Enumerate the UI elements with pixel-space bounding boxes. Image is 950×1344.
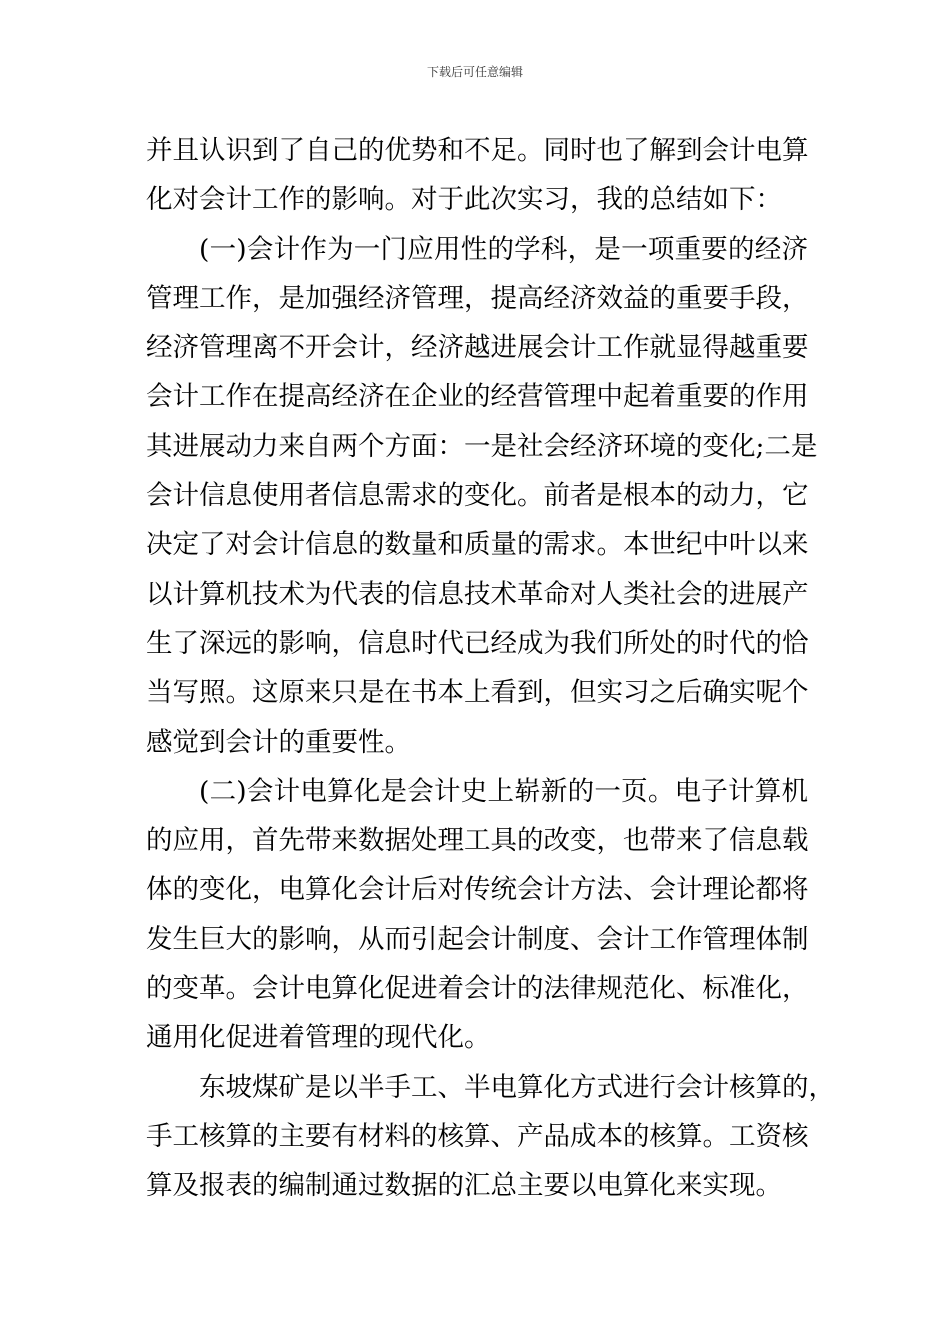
text-line: 东坡煤矿是以半手工、半电算化方式进行会计核算的， bbox=[199, 1071, 835, 1103]
text-line: 的应用，首先带来数据处理工具的改变，也带来了信息载 bbox=[146, 825, 809, 857]
text-line: 经济管理离不开会计，经济越进展会计工作就显得越重要 bbox=[146, 332, 809, 364]
text-line: 以计算机技术为代表的信息技术革命对人类社会的进展产 bbox=[146, 578, 809, 610]
text-line: 体的变化，电算化会计后对传统会计方法、会计理论都将 bbox=[146, 874, 809, 906]
text-line: (二)会计电算化是会计史上崭新的一页。电子计算机 bbox=[199, 775, 808, 807]
text-line: 当写照。这原来只是在书本上看到，但实习之后确实呢个 bbox=[146, 677, 809, 709]
text-line: 会计信息使用者信息需求的变化。前者是根本的动力，它 bbox=[146, 480, 809, 512]
text-line: 化对会计工作的影响。对于此次实习，我的总结如下： bbox=[146, 184, 782, 216]
text-line: 生了深远的影响，信息时代已经成为我们所处的时代的恰 bbox=[146, 627, 809, 659]
text-line: 算及报表的编制通过数据的汇总主要以电算化来实现。 bbox=[146, 1170, 782, 1202]
text-line: 的变革。会计电算化促进着会计的法律规范化、标准化， bbox=[146, 973, 809, 1005]
text-line: 会计工作在提高经济在企业的经营管理中起着重要的作用 bbox=[146, 381, 809, 413]
text-line: 管理工作，是加强经济管理，提高经济效益的重要手段， bbox=[146, 282, 809, 314]
text-line: 感觉到会计的重要性。 bbox=[146, 726, 411, 758]
text-line: 决定了对会计信息的数量和质量的需求。本世纪中叶以来 bbox=[146, 529, 809, 561]
text-line: 手工核算的主要有材料的核算、产品成本的核算。工资核 bbox=[146, 1120, 809, 1152]
body-text bbox=[146, 126, 835, 1211]
text-line: 其进展动力来自两个方面：一是社会经济环境的变化;二是 bbox=[146, 430, 818, 462]
text-line: 发生巨大的影响，从而引起会计制度、会计工作管理体制 bbox=[146, 923, 809, 955]
text-line: (一)会计作为一门应用性的学科，是一项重要的经济 bbox=[199, 233, 808, 265]
page-header: 下载后可任意编辑 bbox=[426, 65, 523, 79]
text-line: 并且认识到了自己的优势和不足。同时也了解到会计电算 bbox=[146, 135, 809, 166]
text-line: 通用化促进着管理的现代化。 bbox=[146, 1022, 491, 1054]
